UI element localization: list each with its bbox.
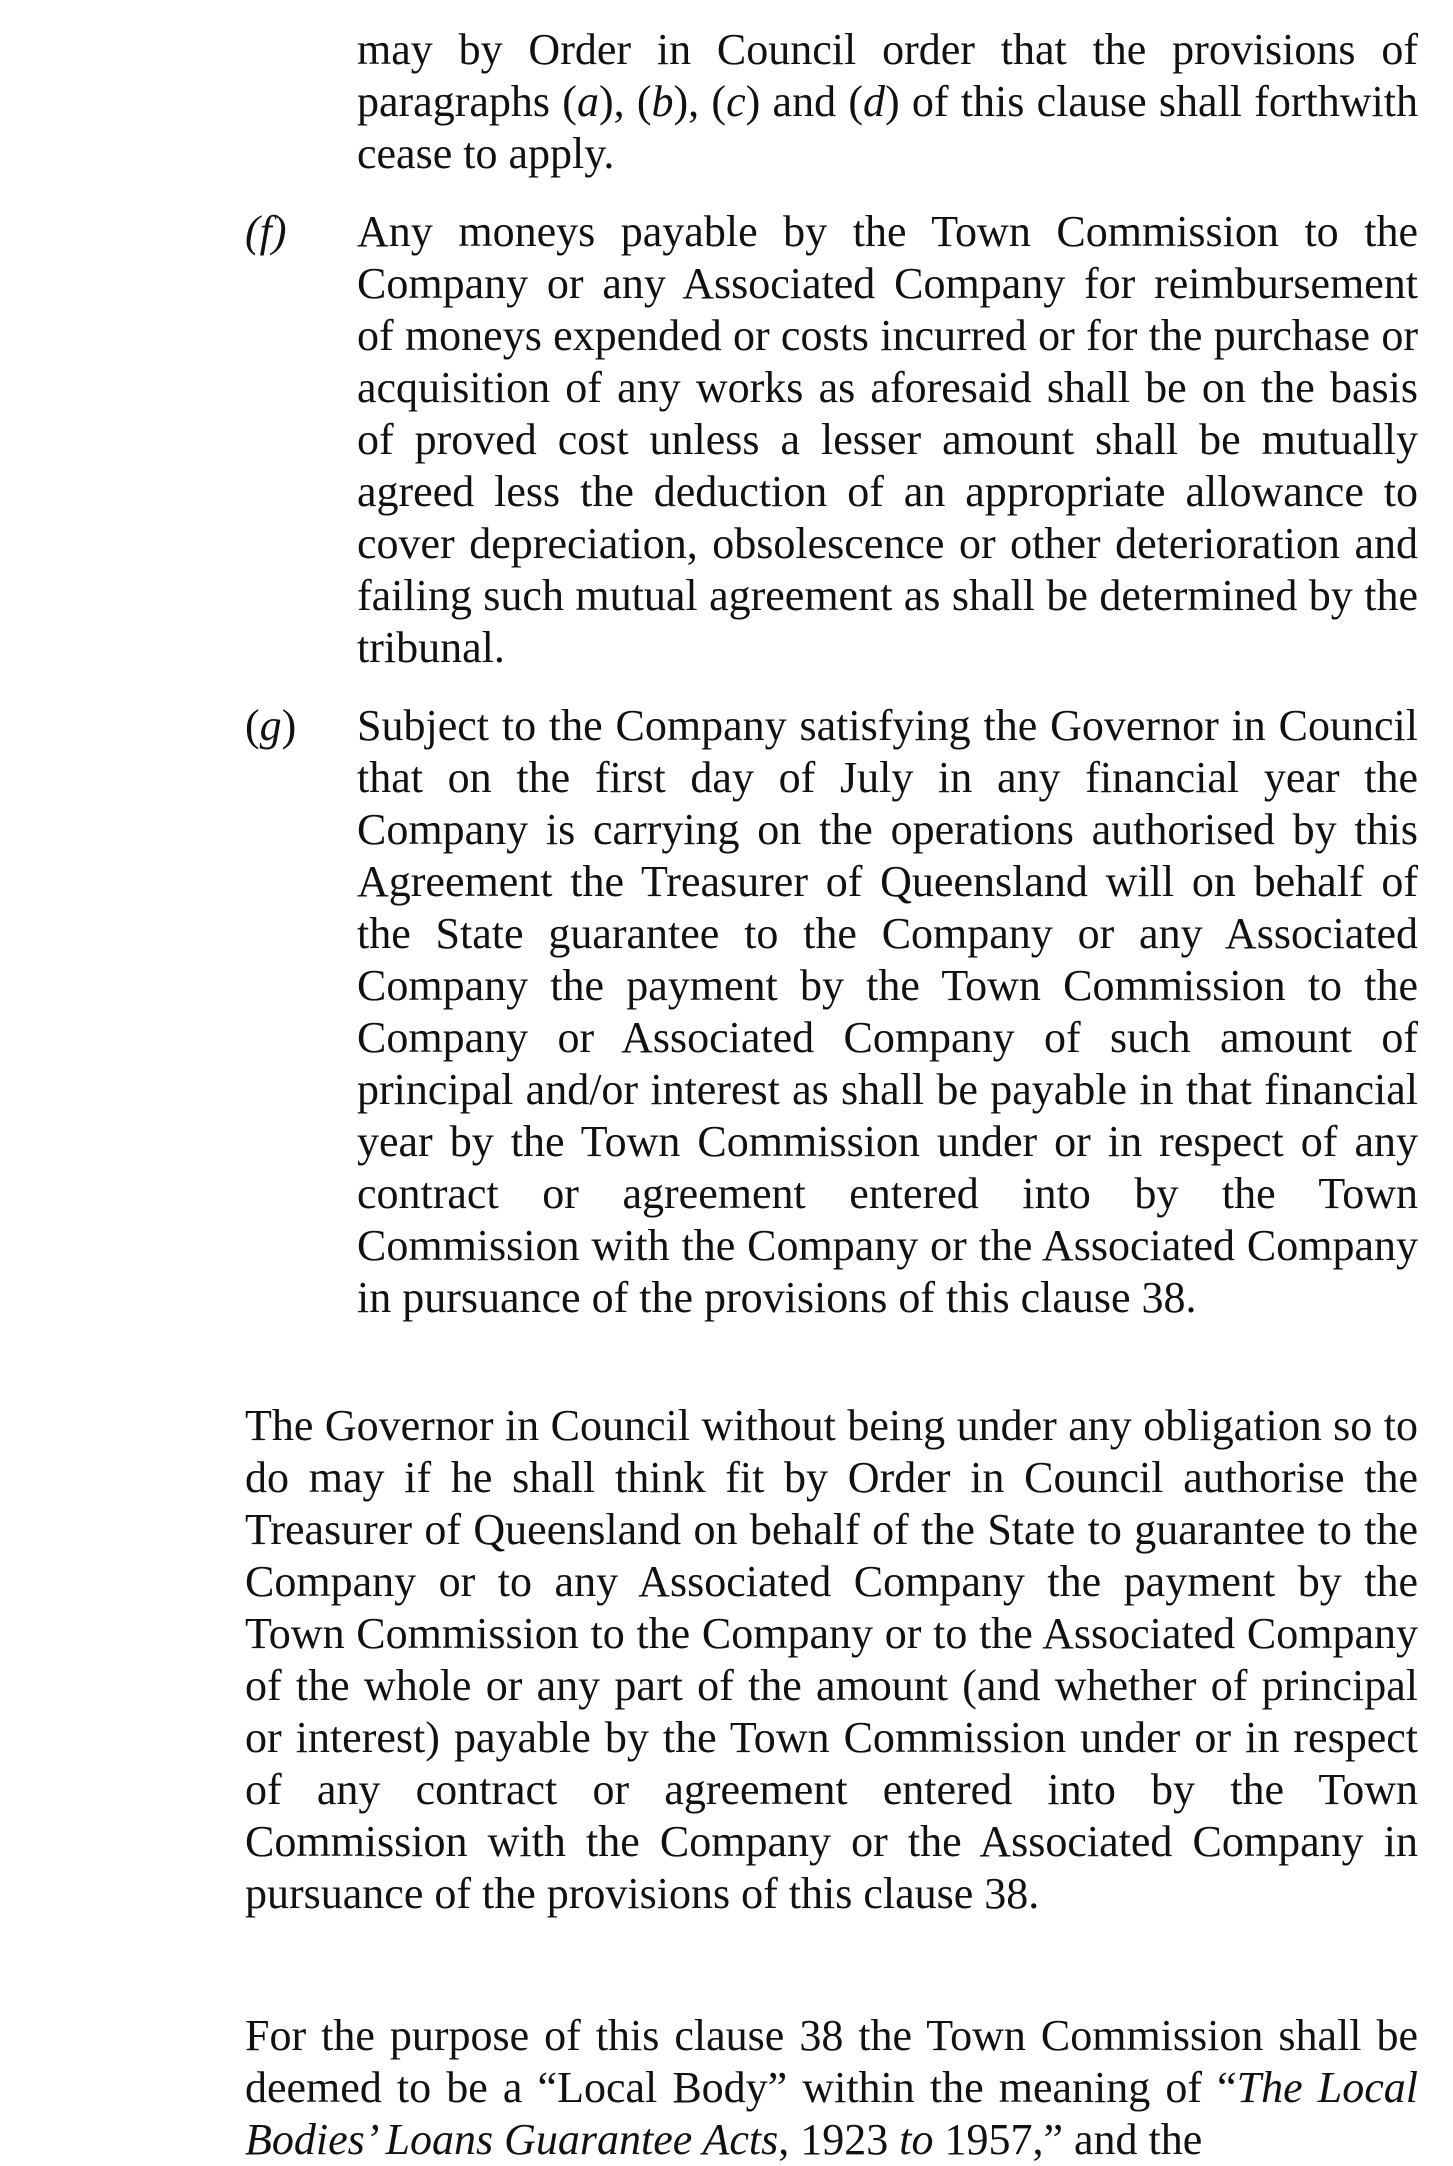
ref-b: b [651, 77, 674, 126]
purpose-paragraph: For the purpose of this clause 38 the Town Commission shall be deemed to be a “Local Body” within the meaning of “The Local Bodies’ Loans Guarantee Acts, 1923 to 1957,” and the [245, 2011, 1418, 2164]
item-label-f: (f) [245, 207, 287, 256]
ref-d: d [863, 77, 885, 126]
ref-a: a [576, 77, 599, 126]
continuation-paragraph [357, 24, 1418, 180]
continuation-text: may by Order in Council order that the provisions of paragraphs ( [357, 25, 1418, 126]
item-label-g: (g) [245, 701, 297, 750]
clause-item-g [245, 700, 1418, 1324]
item-text-f: Any moneys payable by the Town Commission to the Company or any Associated Company for reimbursement of moneys expended or costs incurred or for the purchase or acquisition of any works as aforesaid shall be on the basis of proved cost unless a lesser amount shall be mutually agreed less the deduction of an appropriate allowance to cover depreciation, obsolescence or other deterioration and failing such mutual agreement as shall be determined by the tribunal. [357, 207, 1418, 672]
item-text-g: Subject to the Company satisfying the Governor in Council that on the first day of July in any financial year the Company is carrying on the operations authorised by this Agreement the Treasurer of Queensland will on behalf of the State guarantee to the Company or any Associated Company the payment by the Town Commission to the Company or Associated Company of such amount of principal and/or interest as shall be payable in that financial year by the Town Commission under or in respect of any contract or agreement entered into by the Town Commission with the Company or the Associated Company in pursuance of the provisions of this clause 38. [357, 701, 1418, 1322]
clause-item-f [245, 206, 1418, 674]
continuation-text: ) and ( [745, 77, 863, 126]
continuation-text: ) of this clause shall forthwith cease to apply. [357, 77, 1418, 178]
continuation-text: ), ( [598, 77, 652, 126]
continuation-text: ), ( [673, 77, 727, 126]
ref-c: c [726, 77, 746, 126]
governor-paragraph: The Governor in Council without being under any obligation so to do may if he shall think fit by Order in Council authorise the Treasurer of Queensland on behalf of the State to guarantee to the Company or to any Associated Company the payment by the Town Commission to the Company or to the Associated Company of the whole or any part of the amount (and whether of principal or interest) payable by the Town Commission under or in respect of any contract or agreement entered into by the Town Commission with the Company or the Associated Company in pursuance of the provisions of this clause 38. [245, 1401, 1418, 1918]
act-title: The Local Bodies’ Loans Guarantee Acts [245, 2063, 1418, 2164]
